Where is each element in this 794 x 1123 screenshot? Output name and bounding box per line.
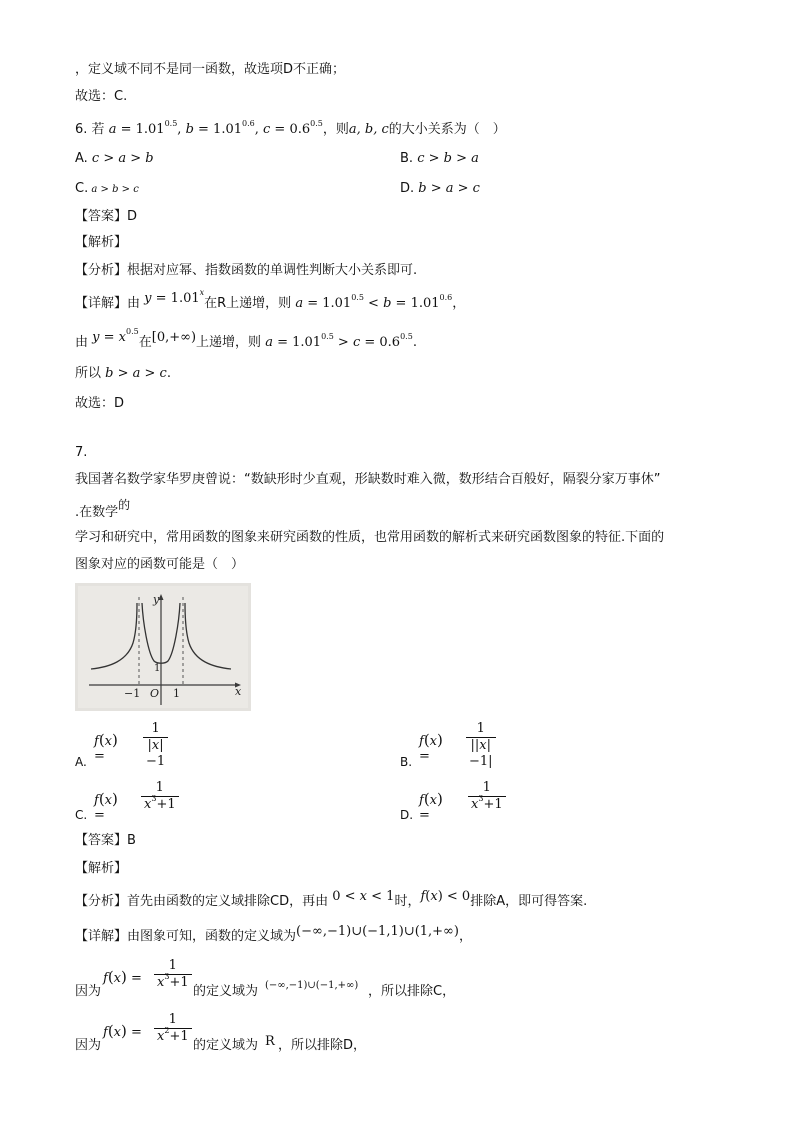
xiangjie-7-line3: 因为 f(x) = $\frac{1}{x^2+1}$ 的定义域为 R ，所以排除D，: [75, 1012, 367, 1053]
question-7-line3: 学习和研究中，常用函数的图象来研究函数的性质，也常用函数的解析式来研究函数图象的特征.下面的: [75, 530, 665, 545]
jiexi-7: 【解析】: [75, 861, 128, 876]
question-7-line4: 图象对应的函数可能是（ ）: [75, 557, 245, 572]
guxuan-6: 故选：D: [75, 396, 125, 411]
xiangjie-7-line1: 【详解】由图象可知，函数的定义域为(−∞,−1)∪(−1,1)∪(1,+∞)，: [75, 924, 472, 944]
tick-label-pos-one: 1: [173, 687, 180, 700]
y-axis-label: y: [153, 593, 160, 606]
question-7-line2: .在数学的: [75, 498, 131, 520]
option-6a: A. c > a > b: [75, 151, 154, 166]
answer-6: 【答案】D: [75, 209, 138, 224]
xiangjie-7-line2: 因为 f(x) = $\frac{1}{x^3+1}$ 的定义域为 (−∞,−1)∪(−1,+∞) ，所以排除C，: [75, 958, 456, 999]
xiangjie-6-line3: 所以 b > a > c.: [75, 366, 171, 381]
jiexi-6: 【解析】: [75, 235, 128, 250]
option-6c: C. a > b > c: [75, 181, 139, 196]
xiangjie-6-line2: 由 $y = x^{0.5}$在[0,+∞)上递增，则 $a = 1.01^{0.5} > c = 0.6^{0.5}$.: [75, 327, 417, 350]
option-6b: B. c > b > a: [400, 151, 479, 166]
tick-label-neg-one: −1: [124, 687, 141, 700]
option-6d: D. b > a > c: [400, 181, 480, 196]
x-axis-label: x: [235, 685, 242, 698]
y-intercept-label: 1: [154, 663, 161, 674]
answer-7: 【答案】B: [75, 833, 136, 848]
text-line: 故选：C.: [75, 89, 128, 104]
question-7-line1: 我国著名数学家华罗庚曾说：“数缺形时少直观，形缺数时难入微，数形结合百般好，隔裂分家万事休”: [75, 472, 661, 487]
function-graph-figure: [75, 583, 251, 711]
fenxi-6: 【分析】根据对应幂、指数函数的单调性判断大小关系即可.: [75, 263, 418, 278]
question-7-number: 7.: [75, 445, 88, 460]
xiangjie-6-line1: 【详解】由 $y = 1.01^x$在R上递增，则 $a = 1.01^{0.5} < b = 1.01^{0.6}$，: [75, 288, 466, 311]
question-6-stem: 6. 若 $a = 1.01^{0.5}$, $b = 1.01^{0.6}$, $c = 0.6^{0.5}$，则a, b, c的大小关系为（ ）: [75, 119, 506, 137]
text-line: ，定义域不同不是同一函数，故选项D不正确；: [75, 62, 346, 77]
origin-label: O: [150, 687, 160, 700]
fenxi-7: 【分析】首先由函数的定义域排除CD，再由 0 < x < 1时，f(x) < 0排除A，即可得答案.: [75, 889, 588, 909]
